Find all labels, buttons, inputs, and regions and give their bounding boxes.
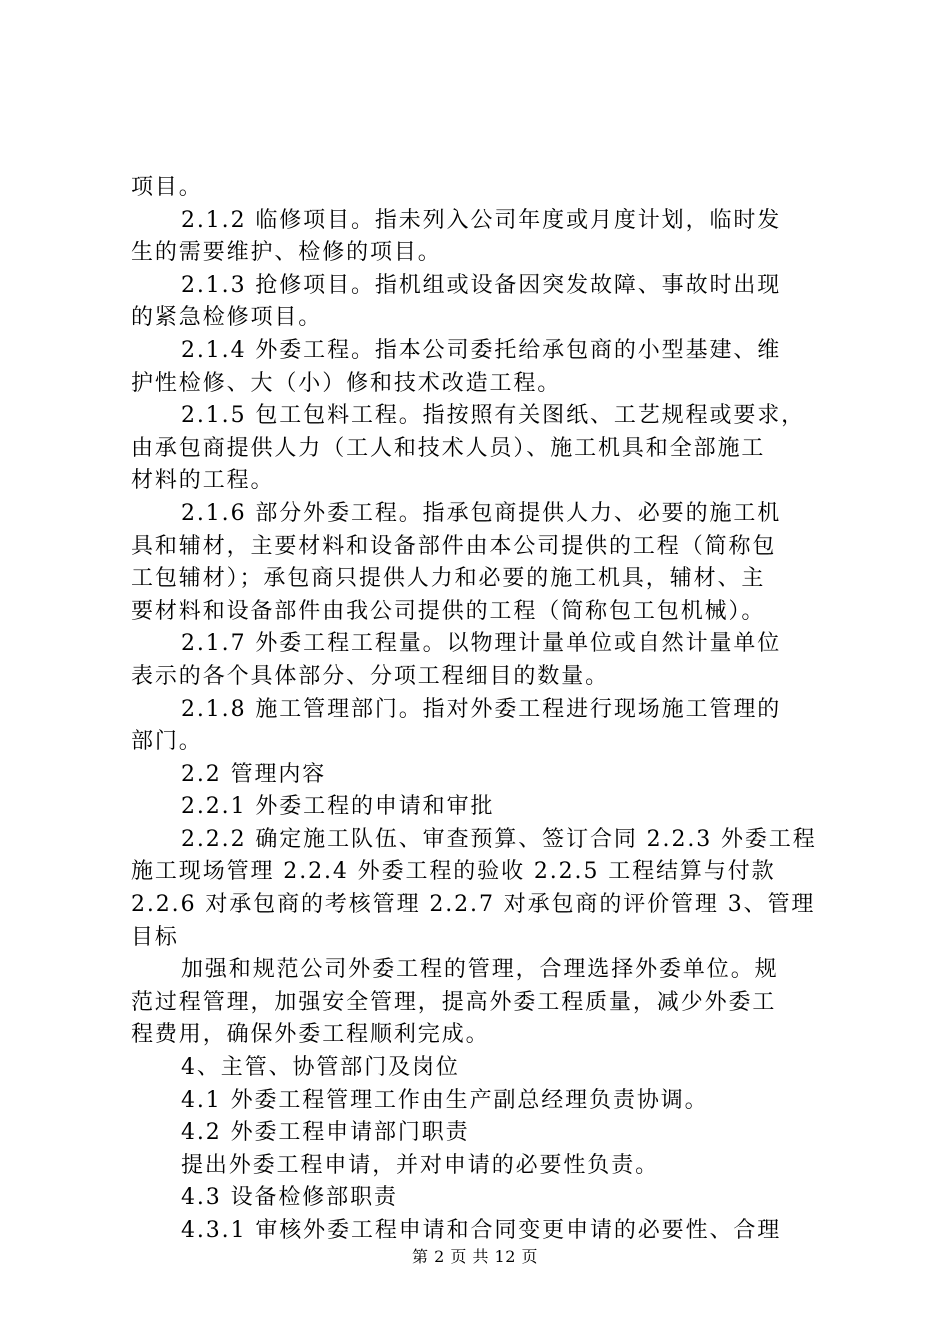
text-line: 提出外委工程申请，并对申请的必要性负责。 <box>181 1152 660 1178</box>
text-line: 2.2 管理内容 <box>181 761 327 787</box>
text-line: 2.1.2 临修项目。指未列入公司年度或月度计划，临时发 <box>181 207 782 233</box>
text-line: 具和辅材，主要材料和设备部件由本公司提供的工程（简称包 <box>131 533 777 559</box>
text-line: 2.1.6 部分外委工程。指承包商提供人力、必要的施工机 <box>181 500 782 526</box>
text-line: 目标 <box>131 924 179 950</box>
text-line: 部门。 <box>131 729 203 755</box>
text-line: 2.2.2 确定施工队伍、审查预算、签订合同 2.2.3 外委工程 <box>181 826 817 852</box>
text-line: 2.1.4 外委工程。指本公司委托给承包商的小型基建、维 <box>181 337 782 363</box>
text-line: 2.1.7 外委工程工程量。以物理计量单位或自然计量单位 <box>181 631 782 657</box>
text-line: 加强和规范公司外委工程的管理，合理选择外委单位。规 <box>181 957 779 983</box>
text-line: 2.1.8 施工管理部门。指对外委工程进行现场施工管理的 <box>181 696 782 722</box>
text-line: 施工现场管理 2.2.4 外委工程的验收 2.2.5 工程结算与付款 <box>131 859 776 885</box>
text-line: 的紧急检修项目。 <box>131 305 323 331</box>
text-line: 表示的各个具体部分、分项工程细目的数量。 <box>131 663 610 689</box>
text-line: 工包辅材）；承包商只提供人力和必要的施工机具，辅材、主 <box>131 566 766 592</box>
text-line: 生的需要维护、检修的项目。 <box>131 240 442 266</box>
text-line: 4.3.1 审核外委工程申请和合同变更申请的必要性、合理 <box>181 1218 782 1243</box>
document-body <box>131 172 831 1248</box>
text-line: 2.1.3 抢修项目。指机组或设备因突发故障、事故时出现 <box>181 272 782 298</box>
text-line: 项目。 <box>131 175 203 200</box>
text-line: 4.2 外委工程申请部门职责 <box>181 1120 470 1146</box>
text-line: 材料的工程。 <box>131 468 275 494</box>
text-line: 4.3 设备检修部职责 <box>181 1185 398 1211</box>
text-line: 由承包商提供人力（工人和技术人员）、施工机具和全部施工 <box>131 435 766 461</box>
text-line: 4、主管、协管部门及岗位 <box>181 1055 460 1081</box>
text-line: 要材料和设备部件由我公司提供的工程（简称包工包机械）。 <box>131 598 766 624</box>
text-line: 2.2.6 对承包商的考核管理 2.2.7 对承包商的评价管理 3、管理 <box>131 892 816 918</box>
text-line: 护性检修、大（小）修和技术改造工程。 <box>131 370 562 396</box>
page-footer: 第 2 页 共 12 页 <box>412 1247 538 1266</box>
text-line: 2.2.1 外委工程的申请和审批 <box>181 794 495 820</box>
text-line: 范过程管理，加强安全管理，提高外委工程质量，减少外委工 <box>131 989 777 1015</box>
text-line: 4.1 外委工程管理工作由生产副总经理负责协调。 <box>181 1087 709 1113</box>
text-line: 程费用，确保外委工程顺利完成。 <box>131 1022 490 1048</box>
text-line: 2.1.5 包工包料工程。指按照有关图纸、工艺规程或要求， <box>181 403 806 429</box>
